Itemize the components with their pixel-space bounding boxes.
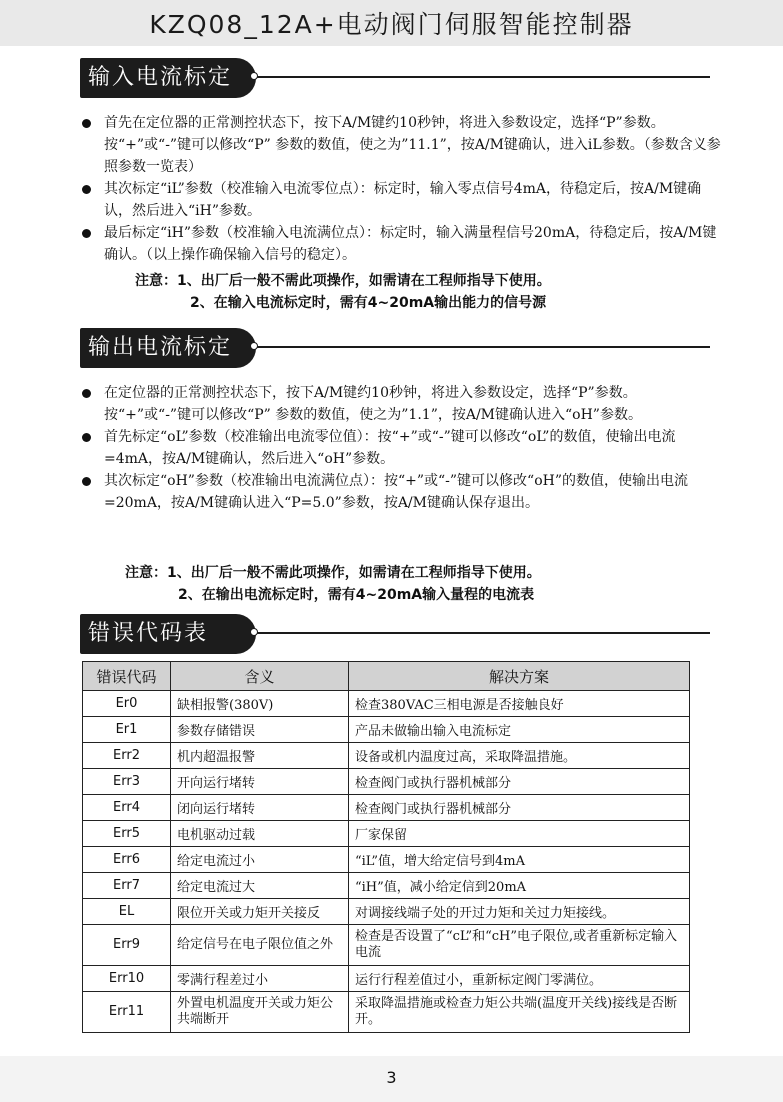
error-meaning: 给定信号在电子限位值之外 (171, 925, 349, 966)
document-title: KZQ08_12A+电动阀门伺服智能控制器 (149, 10, 634, 39)
error-meaning: 参数存储错误 (171, 717, 349, 743)
table-row (83, 925, 690, 966)
error-solution: “iH”值，减小给定信到20mA (349, 873, 690, 899)
page-header (0, 0, 783, 47)
note-line: 2、在输出电流标定时，需有4~20mA输入量程的电流表 (178, 587, 535, 603)
list-item: 其次标定“iL”参数（校准输入电流零位点）：标定时，输入零点信号4mA，待稳定后，按A/M键确认，然后进入“iH”参数。 (82, 178, 722, 222)
error-code: Err4 (83, 795, 171, 821)
error-meaning: 限位开关或力矩开关接反 (171, 899, 349, 925)
error-code: Err6 (83, 847, 171, 873)
error-solution: “iL”值，增大给定信号到4mA (349, 847, 690, 873)
error-meaning: 开向运行堵转 (171, 769, 349, 795)
error-meaning: 机内超温报警 (171, 743, 349, 769)
error-solution: 采取降温措施或检查力矩公共端(温度开关线)接线是否断开。 (349, 992, 690, 1033)
bullet-icon (82, 185, 91, 194)
table-row (83, 691, 690, 717)
note-line: 2、在输入电流标定时，需有4~20mA输出能力的信号源 (190, 295, 547, 311)
section-header-input (80, 58, 710, 98)
list-item: 其次标定“oH”参数（校准输出电流满位点）：按“+”或“-”键可以修改“oH”的数值，使输出电流=20mA，按A/M键确认进入“P=5.0”参数，按A/M键确认保存退出。 (82, 470, 722, 514)
output-calibration-list (82, 382, 722, 514)
error-solution: 设备或机内温度过高，采取降温措施。 (349, 743, 690, 769)
table-header-row (83, 662, 690, 691)
error-code: Err11 (83, 992, 171, 1033)
error-code: Err3 (83, 769, 171, 795)
page-number: 3 (386, 1068, 397, 1087)
error-code: Err9 (83, 925, 171, 966)
bullet-icon (82, 229, 91, 238)
table-row (83, 743, 690, 769)
bullet-icon (82, 119, 91, 128)
note-line: 注意：1、出厂后一般不需此项操作，如需请在工程师指导下使用。 (135, 273, 551, 289)
list-item: 在定位器的正常测控状态下，按下A/M键约10秒钟，将进入参数设定，选择“P”参数。按“+”或“-”键可以修改“P” 参数的数值，使之为”1.1”，按A/M键确认进入“oH”参数。 (82, 382, 722, 426)
section-header-output (80, 328, 710, 368)
table-row (83, 795, 690, 821)
bullet-icon (82, 477, 91, 486)
table-row (83, 966, 690, 992)
error-code: Err2 (83, 743, 171, 769)
section-header-errors (80, 614, 710, 654)
error-meaning: 给定电流过小 (171, 847, 349, 873)
error-solution: 检查380VAC三相电源是否接触良好 (349, 691, 690, 717)
error-meaning: 电机驱动过载 (171, 821, 349, 847)
error-meaning: 给定电流过大 (171, 873, 349, 899)
error-meaning: 零满行程差过小 (171, 966, 349, 992)
note-line: 注意：1、出厂后一般不需此项操作，如需请在工程师指导下使用。 (125, 565, 541, 581)
table-row (83, 821, 690, 847)
bullet-icon (82, 433, 91, 442)
section-rule (250, 346, 710, 348)
error-solution: 检查是否设置了“cL”和“cH”电子限位,或者重新标定输入电流 (349, 925, 690, 966)
error-meaning: 闭向运行堵转 (171, 795, 349, 821)
error-code: Er0 (83, 691, 171, 717)
error-code: Er1 (83, 717, 171, 743)
error-solution: 厂家保留 (349, 821, 690, 847)
bullet-icon (82, 389, 91, 398)
table-row (83, 717, 690, 743)
error-code: Err7 (83, 873, 171, 899)
section-title: 输入电流标定 (80, 58, 256, 98)
table-row (83, 769, 690, 795)
column-header: 错误代码 (83, 662, 171, 691)
error-meaning: 缺相报警(380V) (171, 691, 349, 717)
error-code: Err10 (83, 966, 171, 992)
error-solution: 检查阀门或执行器机械部分 (349, 769, 690, 795)
section-title: 错误代码表 (80, 614, 256, 654)
page-content (0, 46, 783, 1056)
error-code-table (82, 661, 690, 1033)
error-meaning: 外置电机温度开关或力矩公共端断开 (171, 992, 349, 1033)
list-item: 首先标定“oL”参数（校准输出电流零位值）：按“+”或“-”键可以修改“oL”的数值，使输出电流=4mA，按A/M键确认，然后进入“oH”参数。 (82, 426, 722, 470)
input-calibration-list (82, 112, 722, 266)
section-rule (250, 632, 710, 634)
error-code: EL (83, 899, 171, 925)
section-title: 输出电流标定 (80, 328, 256, 368)
list-item: 最后标定“iH”参数（校准输入电流满位点）：标定时，输入满量程信号20mA，待稳定后，按A/M键确认。（以上操作确保输入信号的稳定）。 (82, 222, 722, 266)
table-row (83, 873, 690, 899)
section-rule (250, 76, 710, 78)
error-solution: 产品未做输出输入电流标定 (349, 717, 690, 743)
table-row (83, 992, 690, 1033)
error-solution: 对调接线端子处的开过力矩和关过力矩接线。 (349, 899, 690, 925)
table-row (83, 847, 690, 873)
error-solution: 运行行程差值过小，重新标定阀门零满位。 (349, 966, 690, 992)
error-solution: 检查阀门或执行器机械部分 (349, 795, 690, 821)
column-header: 解决方案 (349, 662, 690, 691)
list-item: 首先在定位器的正常测控状态下，按下A/M键约10秒钟，将进入参数设定，选择“P”参数。按“+”或“-”键可以修改“P” 参数的数值，使之为”11.1”，按A/M键确认，进入iL参数。（参数含义参照参数一览表） (82, 112, 722, 178)
error-code: Err5 (83, 821, 171, 847)
table-row (83, 899, 690, 925)
column-header: 含义 (171, 662, 349, 691)
